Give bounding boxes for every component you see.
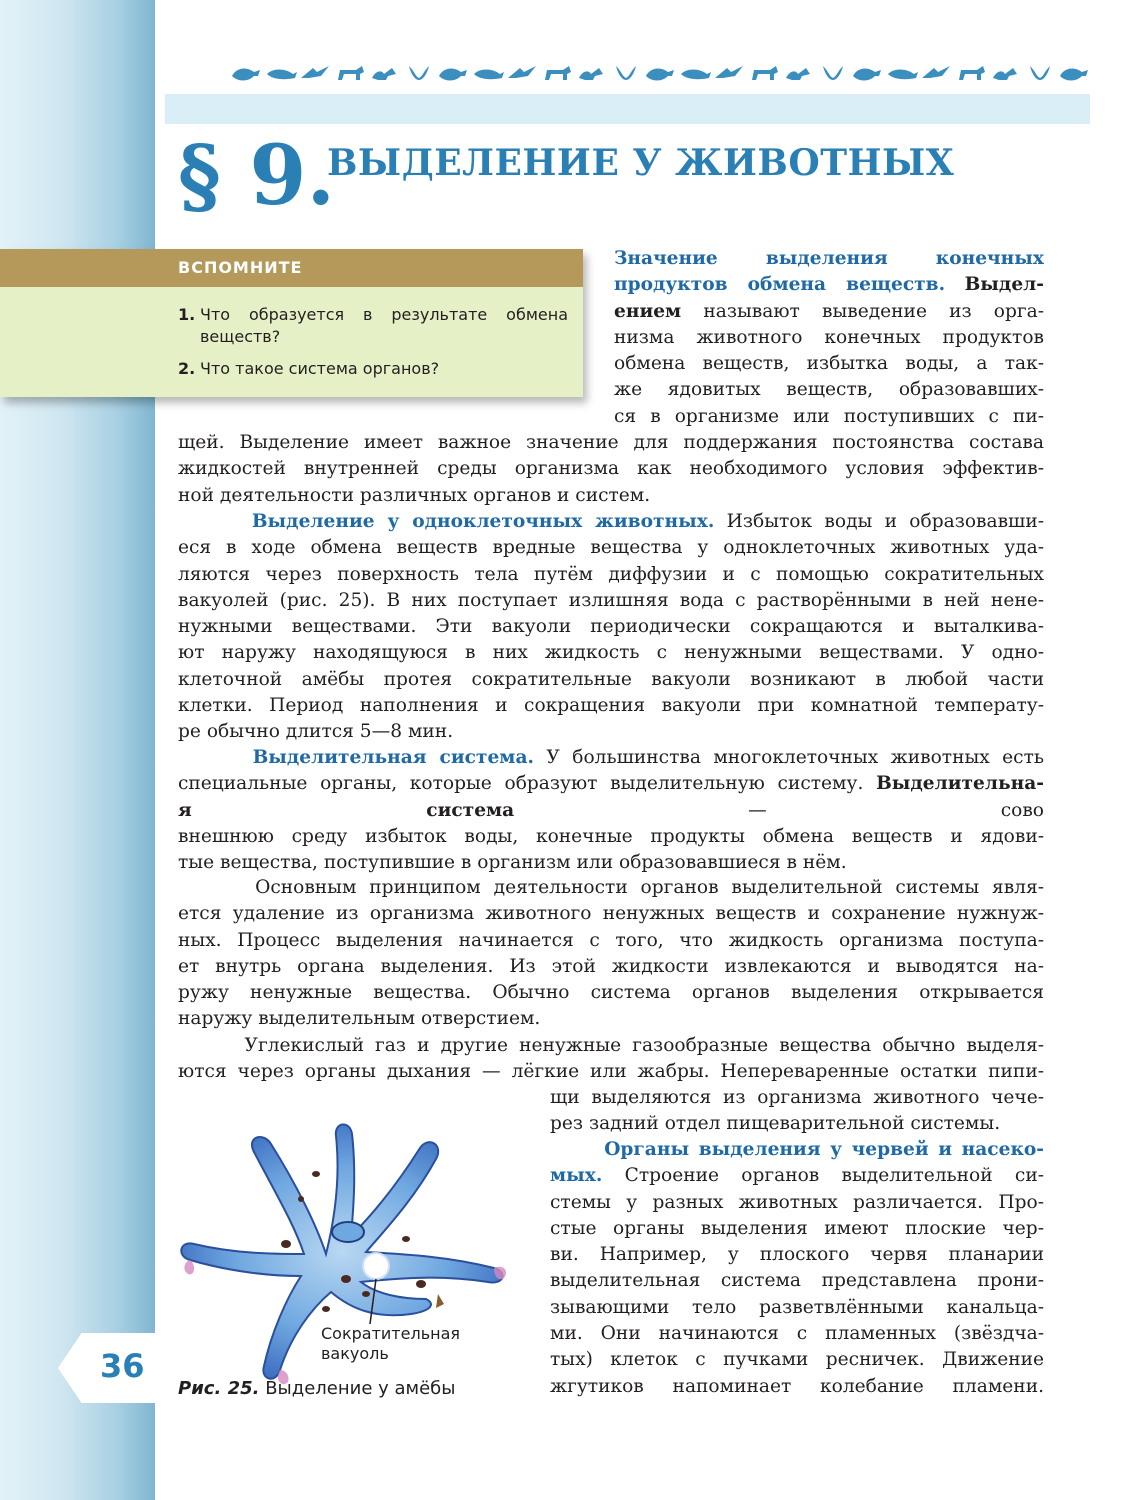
animal-silhouette-icon — [748, 62, 780, 84]
text-line: щей. Выделение имеет важное значение для поддержания постоянства состава — [178, 432, 1044, 453]
text-line: обмена веществ, избытка воды, а так- — [614, 353, 1044, 375]
text-line: наружу выделительным отверстием. — [178, 1008, 541, 1030]
animal-silhouette-icon — [299, 62, 331, 84]
text-line: ет внутрь органа выделения. Из этой жидкости извлекаются и выводятся на- — [178, 955, 1044, 977]
animal-silhouette-icon — [713, 62, 745, 84]
animal-silhouette-icon — [368, 62, 400, 84]
text-line: ется удаление из организма животного ненужных веществ и сохранение нужнуж- — [178, 903, 1044, 925]
text-line: Выделение у одноклеточных животных. Избыток воды и образовавши- — [251, 511, 1044, 532]
animal-silhouette-icon — [541, 62, 573, 84]
recall-heading: ВСПОМНИТЕ — [0, 249, 583, 287]
text-line: ением называют выведение из орга- — [614, 300, 1044, 322]
text-line: стые органы выделения имеют плоские чер- — [550, 1217, 1044, 1239]
figure-caption-text: Выделение у амёбы — [265, 1378, 456, 1399]
animal-silhouette-icon — [782, 62, 814, 84]
text-line: тые вещества, поступившие в организм или образовавшиеся в нём. — [178, 852, 847, 874]
amoeba-nucleus — [332, 1222, 364, 1242]
animal-silhouette-icon — [886, 62, 918, 84]
animal-silhouette-icon — [506, 62, 538, 84]
side-margin-strip — [0, 0, 155, 1500]
text-line: жидкостей внутренней среды организма как необходимого условия эффектив- — [178, 458, 1044, 480]
text-line: специальные органы, которые образуют выделительную систему. Выделительна- — [178, 773, 1044, 795]
animal-silhouette-icon — [920, 62, 952, 84]
text-line: Органы выделения у червей и насеко- — [604, 1139, 1044, 1160]
page-title: ВЫДЕЛЕНИЕ У ЖИВОТНЫХ — [327, 142, 955, 184]
contractile-vacuole — [363, 1253, 389, 1279]
figure-label-line: Сократительная — [321, 1324, 461, 1343]
text-line: ются через органы дыхания — лёгкие или жабры. Непереваренные остатки пипи- — [178, 1061, 1044, 1083]
text-line: клеточной амёбы протея сократительные вакуоли возникают в любой части — [178, 668, 1044, 690]
figure-label-contractile-vacuole — [321, 1324, 460, 1364]
food-particle — [436, 1294, 444, 1308]
animal-silhouette-icon — [334, 62, 366, 84]
text-line: тых) клеток с пучками ресничек. Движение — [550, 1349, 1044, 1371]
animal-silhouette-icon — [1024, 62, 1056, 84]
text-line: я система — сово — [178, 799, 1044, 821]
text-line: щи выделяются из организма животного чече- — [550, 1087, 1044, 1108]
text-line: нужными веществами. Эти вакуоли периодически сокращаются и выталкива- — [178, 616, 1044, 638]
animal-silhouette-icon — [817, 62, 849, 84]
text-line: ре обычно длится 5—8 мин. — [178, 721, 454, 743]
recall-item-number: 2. — [178, 359, 196, 378]
animal-silhouette-icon — [575, 62, 607, 84]
text-line: же ядовитых веществ, образовавших- — [614, 379, 1044, 401]
page-number: 36 — [100, 1347, 145, 1385]
text-line: зывающими тело разветвлёнными канальца- — [550, 1296, 1044, 1318]
text-line: ных. Процесс выделения начинается с того, что жидкость организма поступа- — [178, 929, 1044, 951]
text-line: продуктов обмена веществ. Выдел- — [614, 274, 1044, 296]
text-line: Выделительная система. У большинства многоклеточных животных есть — [252, 747, 1044, 768]
figure-label-line: вакуоль — [321, 1344, 389, 1363]
recall-box — [0, 249, 583, 397]
text-line: еся в ходе обмена веществ вредные вещества у одноклеточных животных уда- — [178, 537, 1044, 559]
animal-silhouette-icon — [1058, 62, 1090, 84]
text-line: внешнюю среду избыток воды, конечные продукты обмена веществ и ядови- — [178, 825, 1044, 847]
animal-silhouette-icon — [403, 62, 435, 84]
recall-list — [178, 304, 568, 390]
section-2 — [178, 509, 1044, 746]
text-line: Значение выделения конечных — [614, 248, 1044, 269]
text-line: ви. Например, у плоского червя планарии — [550, 1244, 1044, 1266]
section-4 — [550, 1137, 1044, 1400]
animal-silhouette-icon — [644, 62, 676, 84]
paragraph-number: § 9. — [178, 128, 336, 224]
text-line: Основным принципом деятельности органов выделительной системы явля- — [178, 877, 1044, 898]
animal-silhouette-icon — [265, 62, 297, 84]
text-line: ляются через поверхность тела путём диффузии и с помощью сократительных — [178, 563, 1044, 585]
text-line: ми. Они начинаются с пламенных (звёздча- — [550, 1323, 1044, 1345]
animal-silhouette-icon — [610, 62, 642, 84]
section-3-para3-top — [178, 1033, 1044, 1086]
recall-item-text: Что такое система органов? — [200, 359, 440, 378]
figure-caption — [178, 1378, 456, 1399]
text-line: ружу ненужные вещества. Обычно система органов выделения открывается — [178, 982, 1044, 1004]
recall-item — [178, 304, 568, 348]
text-line: ют наружу находящуюся в них жидкость с ненужными веществами. У одно- — [178, 642, 1044, 664]
text-line: клетки. Период наполнения и сокращения вакуоли при комнатной температу- — [178, 695, 1044, 717]
text-line: выделительная система представлена прони- — [550, 1270, 1044, 1292]
text-line: ся в организме или поступивших с пи- — [614, 405, 1044, 427]
animal-silhouette-icon — [989, 62, 1021, 84]
section-3-para3-bottom — [550, 1085, 1044, 1138]
figure-ref: Рис. 25. — [178, 1378, 260, 1399]
text-line: стемы у разных животных различается. Про- — [550, 1191, 1044, 1213]
text-line: мых. Строение органов выделительной си- — [550, 1165, 1044, 1187]
section-3-para2 — [178, 875, 1044, 1033]
text-line: рез задний отдел пищеварительной системы. — [550, 1113, 1001, 1135]
text-line: жгутиков напоминает колебание пламени. — [550, 1375, 1044, 1397]
animal-silhouette-icon — [437, 62, 469, 84]
animal-silhouette-icon — [679, 62, 711, 84]
animal-silhouette-icon — [230, 62, 262, 84]
section-1 — [614, 246, 1044, 431]
recall-item-number: 1. — [178, 305, 196, 324]
section-1-continued — [178, 430, 1044, 509]
recall-item — [178, 358, 568, 380]
animal-silhouette-icon — [472, 62, 504, 84]
section-3 — [178, 745, 1044, 876]
text-line: низма животного конечных продуктов — [614, 326, 1044, 348]
animal-silhouette-icon — [955, 62, 987, 84]
text-line: вакуолей (рис. 25). В них поступает излишняя вода с растворёнными в ней нене- — [178, 589, 1044, 611]
recall-item-text: Что образуется в результате обмена веществ? — [200, 305, 568, 346]
text-line: ной деятельности различных органов и систем. — [178, 484, 651, 506]
animal-silhouette-strip — [230, 56, 1090, 90]
animal-silhouette-icon — [851, 62, 883, 84]
text-line: Углекислый газ и другие ненужные газообразные вещества обычно выделя- — [178, 1035, 1044, 1056]
header-band — [165, 94, 1090, 124]
